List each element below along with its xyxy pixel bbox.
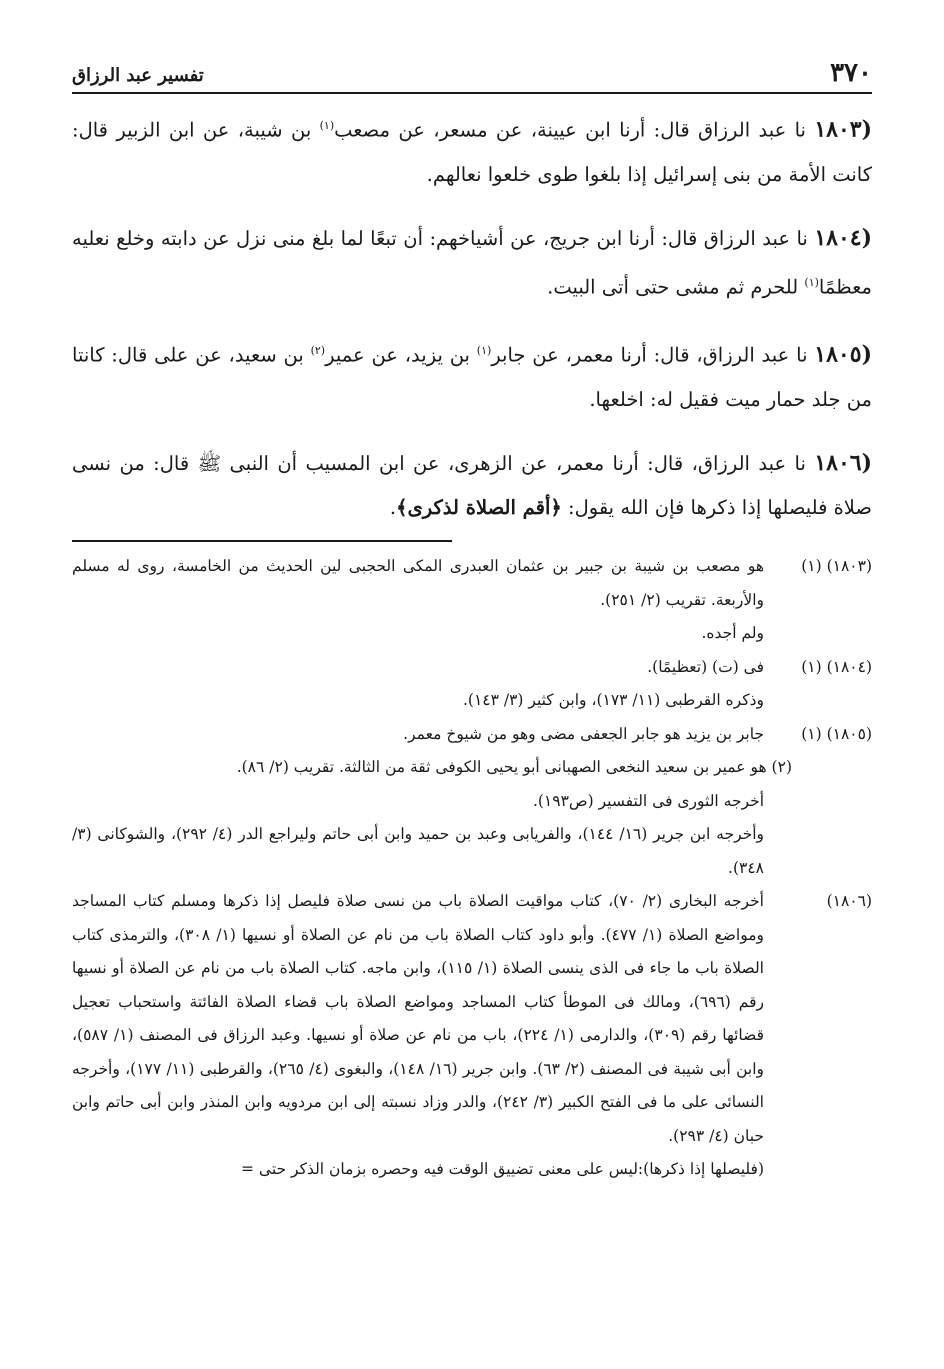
- entry-number: (١٨٠٤: [814, 225, 872, 251]
- hadith-1804: [72, 216, 872, 310]
- footnote-note: وأخرجه ابن جرير (١٦/ ١٤٤)، والفريابى وعبد بن حميد وابن أبى حاتم وليراجع الدر (٤/ ٢٩٢)، والشوكانى (٣/ ٣٤٨).: [72, 825, 764, 877]
- entry-text: بن شيبة، عن ابن الزبير قال: كانت الأمة من بنى إسرائيل إذا بلغوا طوى خلعوا نعالهم.: [72, 118, 872, 186]
- footnote-ref: (١٨٠٣) (١): [801, 557, 872, 575]
- hadith-1803: [72, 104, 872, 197]
- page-header: [72, 58, 872, 94]
- hadith-1806: [72, 441, 872, 530]
- footnote-ref: (١٨٠٤) (١): [801, 657, 872, 676]
- entry-text: نا عبد الرزاق قال: أرنا ابن عيينة، عن مسعر، عن مصعب: [334, 118, 815, 142]
- footnote-marker: (١): [804, 276, 819, 289]
- book-page: [72, 58, 872, 1338]
- footnote-text: هو مصعب بن شيبة بن جبير بن عثمان العبدرى المكى الحجبى لين الحديث من الخامسة، روى له مسلم والأربعة. تقريب (٢/ ٢٥١).: [72, 557, 764, 609]
- running-title: تفسير عبد الرزاق: [72, 65, 204, 86]
- main-text: [72, 104, 872, 530]
- footnote-text: فى (ت) (تعظيمًا).: [647, 657, 764, 676]
- footnote-marker: (١): [319, 119, 335, 132]
- footnote-marker: (٢): [310, 344, 326, 357]
- entry-text: بن يزيد، عن عمير: [325, 343, 477, 367]
- quran-quote: ﴿أقم الصلاة لذكرى﴾: [396, 496, 562, 519]
- footnote-1804: [72, 651, 872, 685]
- footnote-note: أخرجه الثورى فى التفسير (ص١٩٣).: [532, 791, 764, 810]
- hadith-1805: [72, 329, 872, 422]
- footnote-text: أخرجه البخارى (٢/ ٧٠)، كتاب مواقيت الصلاة باب من نسى صلاة فليصل إذا ذكرها ومسلم كتاب المساجد ومواضع الصلاة (١/ ٤٧٧). وأبو داود كتاب الصلاة باب من نام عن الصلاة أو نسيها (١/ ٣٠٨)، والترمذى كتاب الصلاة باب ما جاء فى الذى ينسى الصلاة (١/ ١١٥)، وابن ماجه. كتاب الصلاة باب من نام عن الصلاة أو نسيها رقم (٦٩٦)، ومالك فى الموطأ كتاب المساجد ومواضع الصلاة باب قضاء الصلاة الفائتة واستحباب تعجيل قضائها رقم (٣٠٩)، والدارمى (١/ ٢٢٤)، باب من نام عن صلاة أو نسيها. وعبد الرزاق فى المصنف (١/ ٥٨٧)، وابن أبى شيبة فى المصنف (٢/ ٦٣). وابن جرير (١٦/ ١٤٨)، والبغوى (٤/ ٢٦٥)، والقرطبى (١١/ ١٧٧)، وأخرجه النسائى على ما فى الفتح الكبير (٣/ ٢٤٢)، والدر وزاد نسبته إلى ابن مردويه وابن المنذر وابن أبى حاتم وابن حبان (٤/ ٢٩٣).: [72, 892, 765, 1145]
- entry-number: (١٨٠٦: [814, 450, 872, 476]
- footnote-ref: (١٨٠٦): [826, 892, 872, 910]
- entry-text: نا عبد الرزاق، قال: أرنا معمر، عن الزهرى، عن ابن المسيب أن النبى ﷺ قال: من نسى صلاة فليصلها إذا ذكرها فإن الله يقول:: [72, 452, 872, 519]
- footnote-ref: (١٨٠٥) (١): [801, 724, 872, 743]
- footnote-note: ولم أجده.: [701, 624, 764, 642]
- footnote-1805: [72, 718, 872, 752]
- footnote-marker: (١): [476, 344, 492, 357]
- footnote-divider: [72, 540, 452, 542]
- footnote-1803: [72, 550, 872, 617]
- entry-text: نا عبد الرزاق، قال: أرنا معمر، عن جابر: [491, 343, 815, 367]
- entry-number: (١٨٠٥: [814, 341, 872, 368]
- footnote-text: جابر بن يزيد هو جابر الجعفى مضى وهو من شيوخ معمر.: [403, 724, 764, 743]
- footnote-text-2: (٢) هو عمير بن سعيد النخعى الصهبانى أبو يحيى الكوفى ثقة من الثالثة. تقريب (٢/ ٨٦).: [236, 758, 792, 776]
- page-number: ٣٧٠: [830, 58, 872, 88]
- entry-text: للحرم ثم مشى حتى أتى البيت.: [547, 275, 805, 299]
- entry-text: بن سعيد، عن على قال: كانتا من جلد حمار ميت فقيل له: اخلعها.: [72, 343, 872, 411]
- footnote-1806: [72, 885, 872, 1153]
- entry-text: نا عبد الرزاق قال: أرنا ابن جريج، عن أشياخهم: أن تبعًا لما بلغ منى نزل عن دابته وخلع نعليه معظمًا: [72, 227, 872, 299]
- footnote-note: وذكره القرطبى (١١/ ١٧٣)، وابن كثير (٣/ ١٤٣).: [462, 691, 764, 709]
- entry-text: .: [389, 496, 397, 519]
- footnotes: [72, 550, 872, 1187]
- footnote-note: (فليصلها إذا ذكرها):ليس على معنى تضييق الوقت فيه وحصره بزمان الذكر حتى =: [241, 1160, 764, 1178]
- entry-number: (١٨٠٣: [814, 116, 872, 143]
